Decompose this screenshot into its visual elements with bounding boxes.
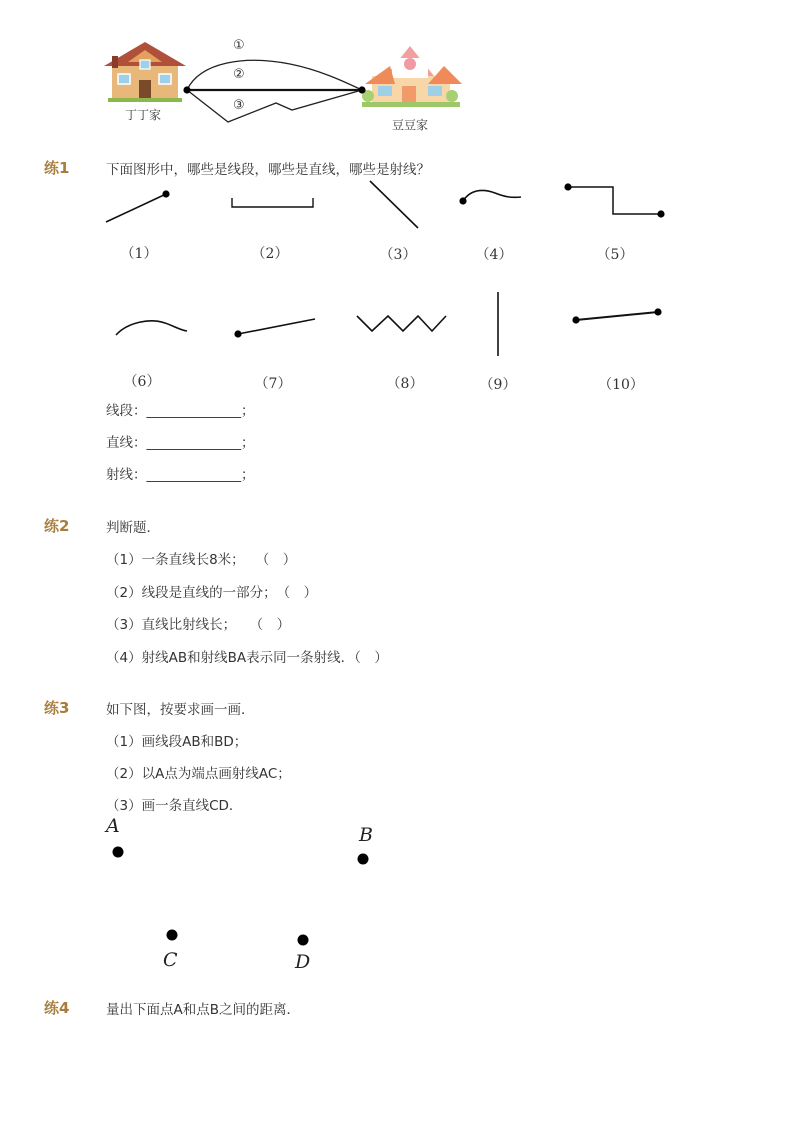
point-a-dot bbox=[113, 847, 124, 858]
answer-end: ； bbox=[241, 403, 255, 419]
figure-label-9: （9） bbox=[479, 377, 517, 393]
route-1-label: ① bbox=[233, 38, 245, 53]
judge-item-1: （1）一条直线长8米； （ ） bbox=[106, 552, 297, 568]
draw-item-1: （1）画线段AB和BD； bbox=[106, 734, 248, 750]
left-house-label: 丁丁家 bbox=[125, 108, 162, 122]
point-c-dot bbox=[167, 930, 178, 941]
answer-blank[interactable]: ______________ bbox=[146, 403, 241, 419]
figure-label-3: （3） bbox=[379, 247, 417, 263]
answer-end: ； bbox=[241, 467, 255, 483]
judge-item-4: （4）射线AB和射线BA表示同一条射线．（ ） bbox=[106, 650, 388, 666]
figure-label-1: （1） bbox=[120, 246, 158, 262]
answer-blank[interactable]: ______________ bbox=[146, 467, 241, 483]
answer-label: 线段： bbox=[106, 403, 147, 419]
route-3-label: ③ bbox=[233, 98, 245, 113]
point-b-label: B bbox=[359, 824, 373, 846]
figure-label-2: （2） bbox=[251, 246, 289, 262]
draw-item-2: （2）以A点为端点画射线AC； bbox=[106, 766, 291, 782]
answer-blank[interactable]: ______________ bbox=[146, 435, 241, 451]
exercise-3-label: 练3 bbox=[44, 699, 70, 717]
point-c-label: C bbox=[163, 949, 178, 971]
point-d-dot bbox=[298, 935, 309, 946]
answer-end: ； bbox=[241, 435, 255, 451]
exercise-3-title: 如下图，按要求画一画． bbox=[106, 702, 255, 718]
figure-label-7: （7） bbox=[254, 376, 292, 392]
exercise-1-label: 练1 bbox=[44, 159, 70, 177]
judge-item-3: （3）直线比射线长； （ ） bbox=[106, 617, 291, 633]
judge-item-2: （2）线段是直线的一部分； （ ） bbox=[106, 585, 318, 601]
figure-label-4: （4） bbox=[475, 247, 513, 263]
exercise-4-label: 练4 bbox=[44, 999, 70, 1017]
answer-label: 射线： bbox=[106, 467, 147, 483]
draw-item-3: （3）画一条直线CD． bbox=[106, 798, 243, 814]
exercise-1-question: 下面图形中，哪些是线段，哪些是直线，哪些是射线？ bbox=[106, 162, 430, 178]
figure-label-10: （10） bbox=[598, 377, 644, 393]
route-2-label: ② bbox=[233, 67, 245, 82]
figure-label-8: （8） bbox=[386, 376, 424, 392]
point-d-label: D bbox=[295, 951, 311, 973]
point-a-label: A bbox=[106, 815, 120, 837]
exercise-2-label: 练2 bbox=[44, 517, 70, 535]
exercise-4-title: 量出下面点A和点B之间的距离． bbox=[106, 1002, 300, 1018]
point-b-dot bbox=[358, 854, 369, 865]
figure-label-6: （6） bbox=[123, 374, 161, 390]
exercise-2-title: 判断题． bbox=[106, 520, 160, 536]
right-house-label: 豆豆家 bbox=[392, 118, 429, 132]
figure-label-5: （5） bbox=[596, 247, 634, 263]
answer-label: 直线： bbox=[106, 435, 147, 451]
